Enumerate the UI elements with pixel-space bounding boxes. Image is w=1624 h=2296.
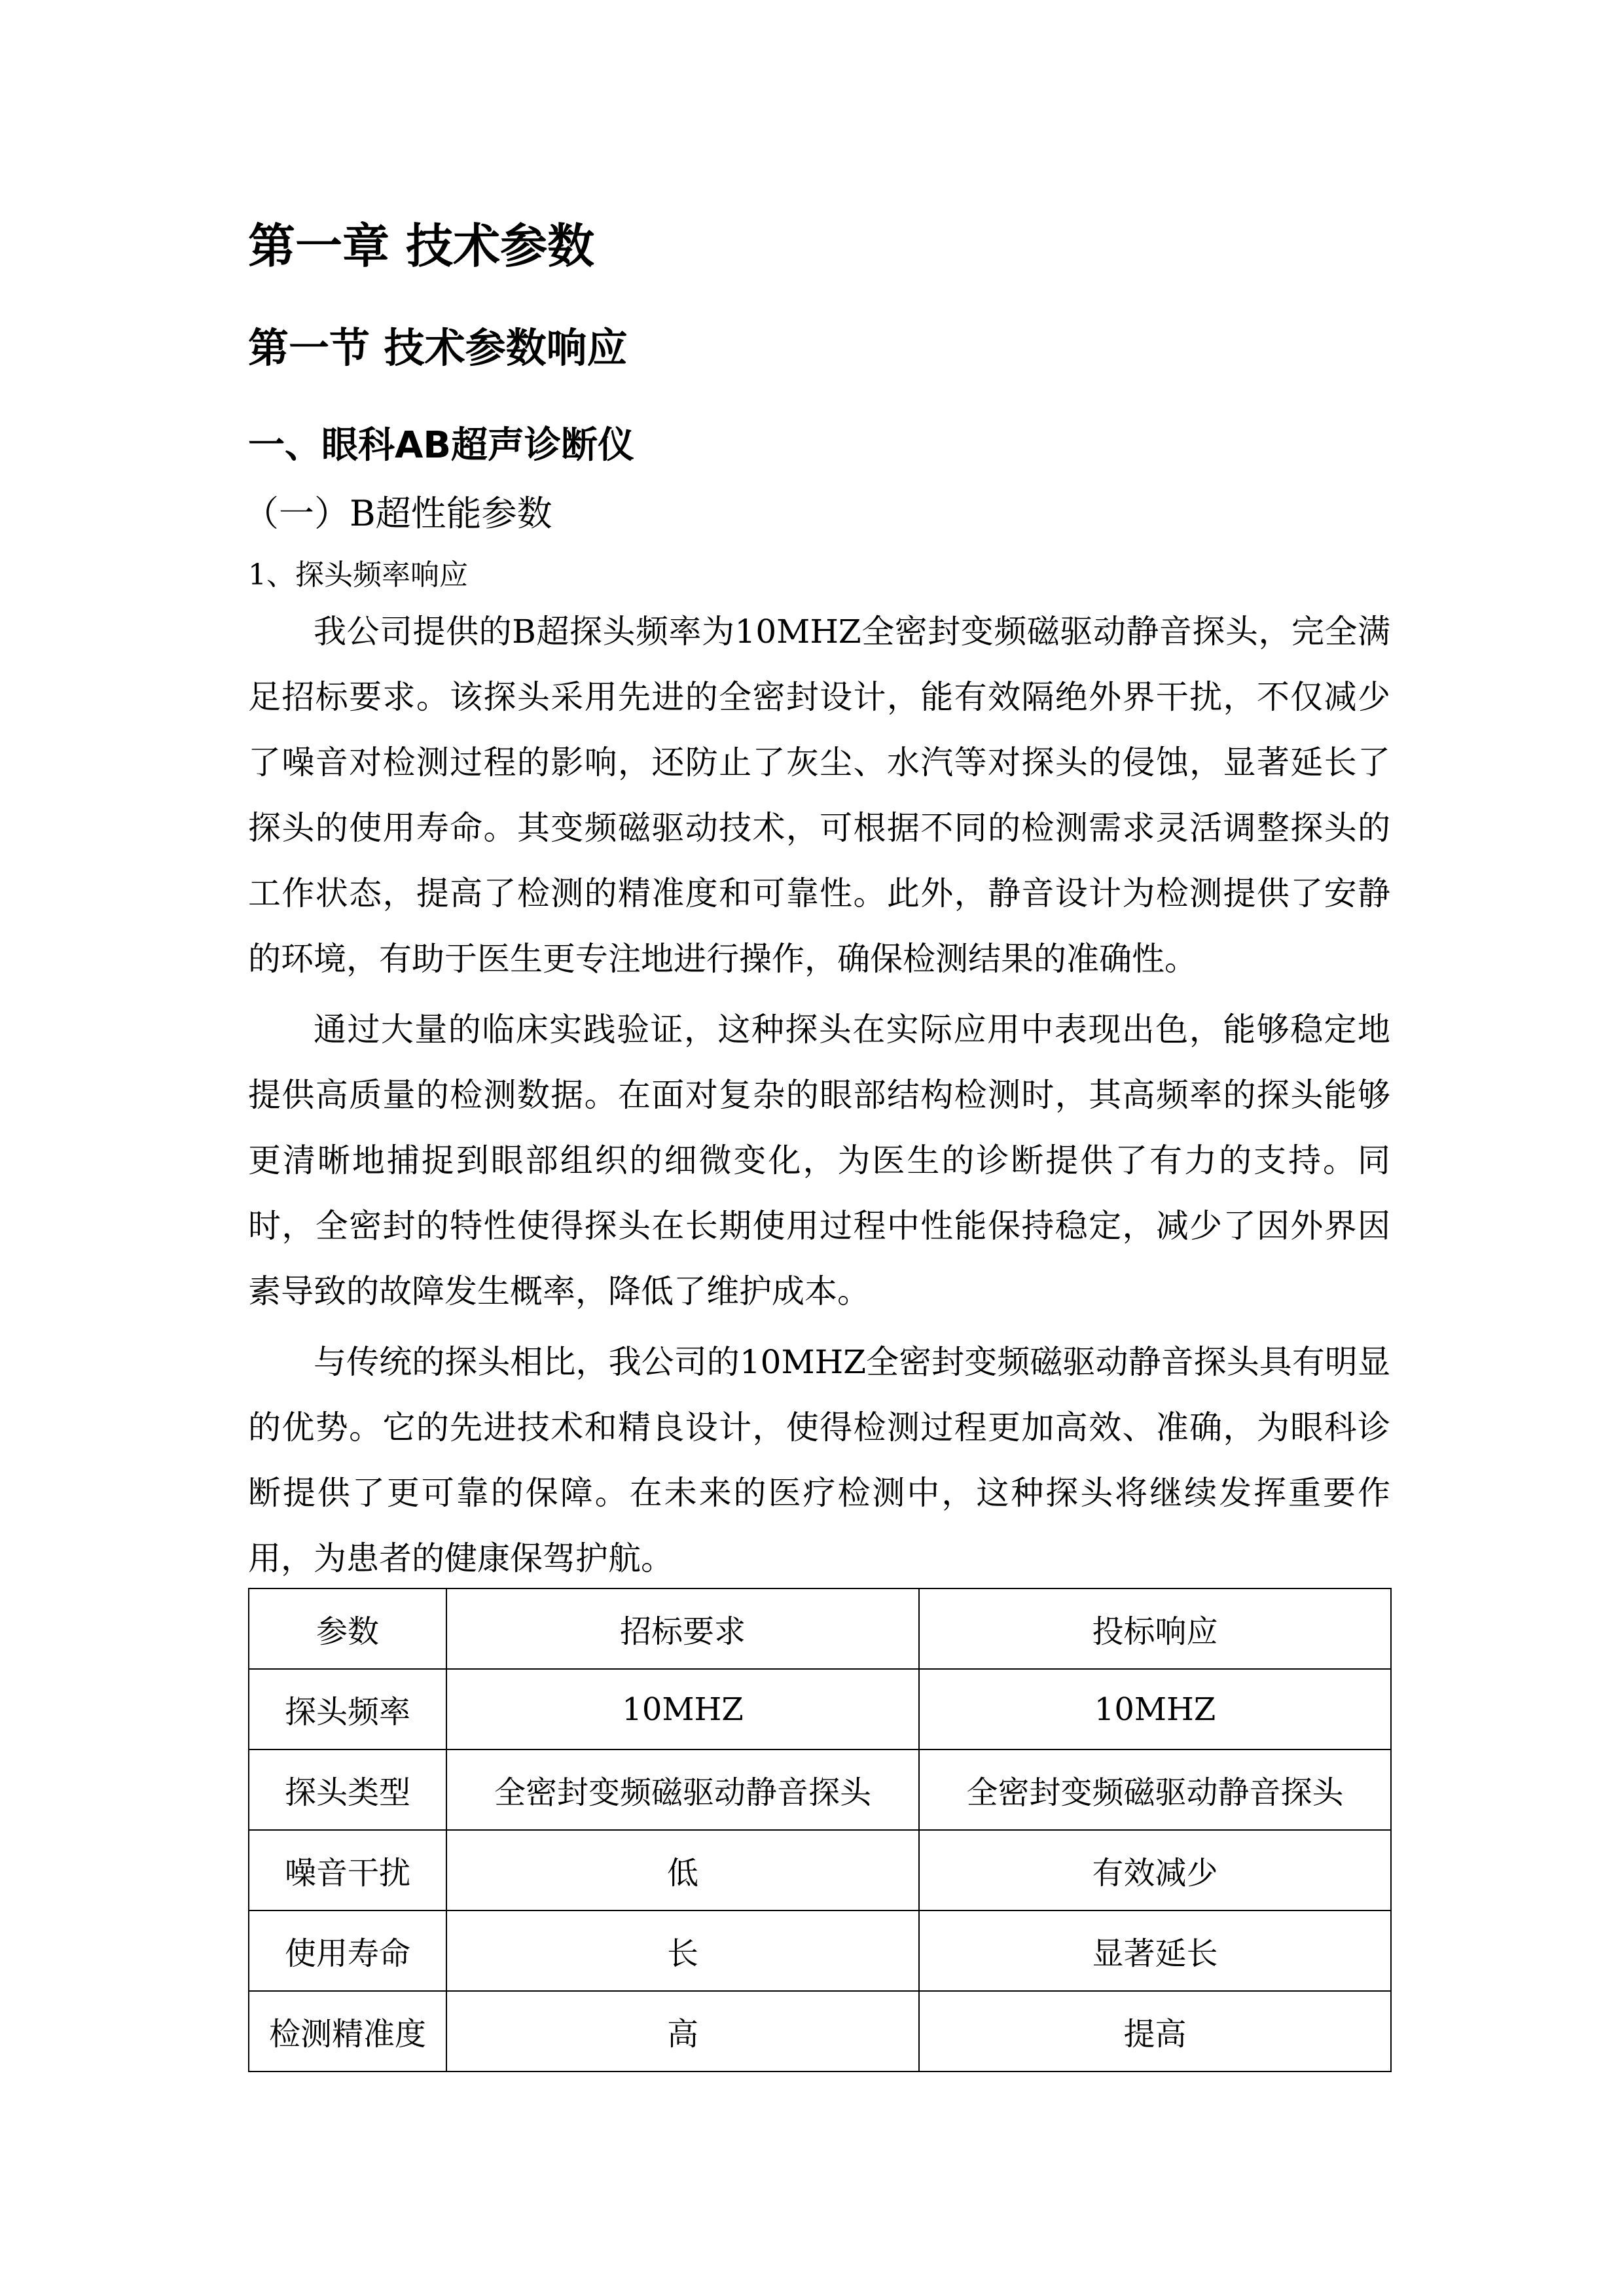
parameter-table [248,1588,1392,2072]
table-cell: 长 [446,1910,919,1991]
table-cell: 10MHZ [919,1669,1391,1749]
table-header-cell: 招标要求 [446,1588,919,1669]
paragraph-line: 足招标要求。该探头采用先进的全密封设计，能有效隔绝外界干扰，不仅减少 [248,678,1390,716]
table-cell: 全密封变频磁驱动静音探头 [446,1749,919,1830]
subsection-title: 一、眼科AB超声诊断仪 [248,424,635,467]
paragraph-line: 时，全密封的特性使得探头在长期使用过程中性能保持稳定，减少了因外界因 [248,1207,1390,1245]
table-cell: 探头频率 [249,1669,446,1749]
table-cell: 噪音干扰 [249,1830,446,1910]
table-cell: 显著延长 [919,1910,1391,1991]
paragraph-line: 的优势。它的先进技术和精良设计，使得检测过程更加高效、准确，为眼科诊 [248,1408,1390,1446]
table-header-cell: 投标响应 [919,1588,1391,1669]
paragraph-line: 了噪音对检测过程的影响，还防止了灰尘、水汽等对探头的侵蚀，显著延长了 [248,744,1390,781]
table-row [249,1669,1391,1749]
section-title: 第一节 技术参数响应 [248,324,628,372]
paragraph-line: 工作状态，提高了检测的精准度和可靠性。此外，静音设计为检测提供了安静 [248,874,1390,912]
table-row [249,1991,1391,2072]
table-cell: 探头类型 [249,1749,446,1830]
table-cell: 检测精准度 [249,1991,446,2072]
paragraph-line: 探头的使用寿命。其变频磁驱动技术，可根据不同的检测需求灵活调整探头的 [248,809,1390,847]
body-text [248,599,1390,1596]
item-title: 1、探头频率响应 [248,558,468,592]
paragraph-line: 我公司提供的B超探头频率为10MHZ全密封变频磁驱动静音探头，完全满 [314,613,1390,651]
paragraph-line: 的环境，有助于医生更专注地进行操作，确保检测结果的准确性。 [248,940,1197,978]
table-row [249,1910,1391,1991]
paragraph-line: 提供高质量的检测数据。在面对复杂的眼部结构检测时，其高频率的探头能够 [248,1076,1390,1114]
table-cell: 10MHZ [446,1669,919,1749]
table-row [249,1749,1391,1830]
table-row [249,1830,1391,1910]
table-cell: 全密封变频磁驱动静音探头 [919,1749,1391,1830]
paragraph [248,1329,1390,1591]
paragraph-line: 与传统的探头相比，我公司的10MHZ全密封变频磁驱动静音探头具有明显 [314,1343,1390,1381]
table-cell: 有效减少 [919,1830,1391,1910]
paragraph [248,599,1390,992]
table-header-row [249,1588,1391,1669]
table-cell: 低 [446,1830,919,1910]
table-cell: 提高 [919,1991,1391,2072]
paragraph-line: 用，为患者的健康保驾护航。 [248,1539,674,1577]
paragraph [248,997,1390,1324]
paragraph-line: 断提供了更可靠的保障。在未来的医疗检测中，这种探头将继续发挥重要作 [248,1474,1390,1512]
table-header-cell: 参数 [249,1588,446,1669]
paragraph-line: 素导致的故障发生概率，降低了维护成本。 [248,1272,870,1310]
paragraph-line: 更清晰地捕捉到眼部组织的细微变化，为医生的诊断提供了有力的支持。同 [248,1141,1390,1179]
sub-subsection-title: （一）B超性能参数 [244,493,552,534]
table-cell: 高 [446,1991,919,2072]
chapter-title: 第一章 技术参数 [248,219,595,274]
table-cell: 使用寿命 [249,1910,446,1991]
paragraph-line: 通过大量的临床实践验证，这种探头在实际应用中表现出色，能够稳定地 [314,1011,1390,1049]
